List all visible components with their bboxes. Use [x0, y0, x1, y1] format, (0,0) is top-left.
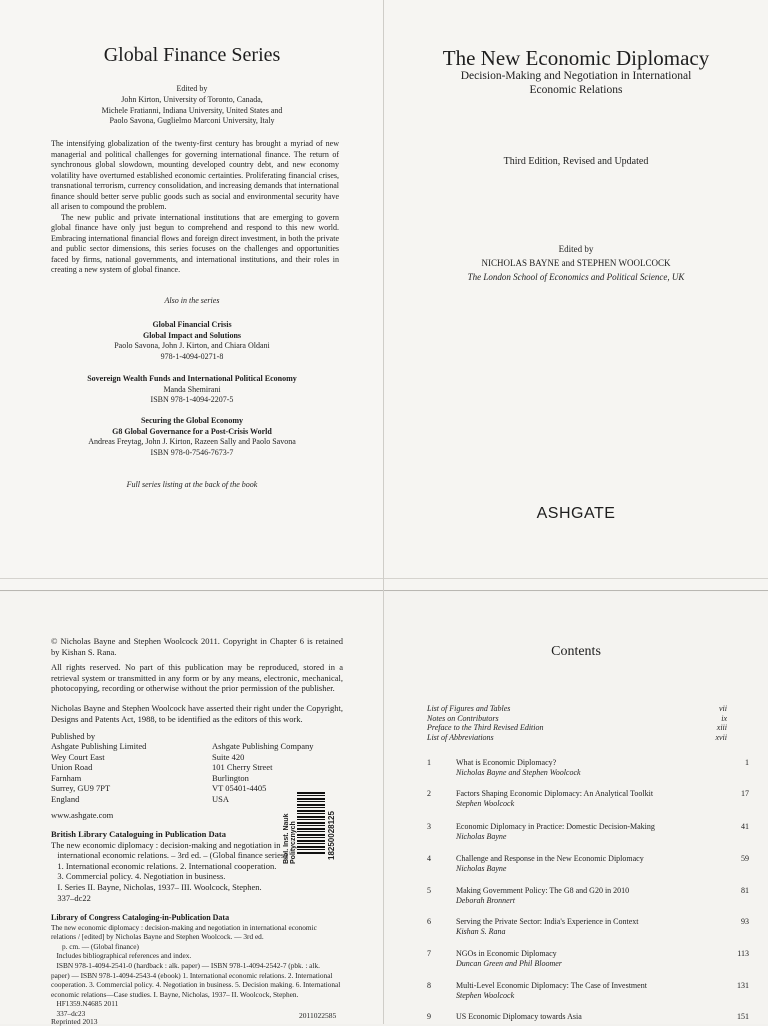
lc-cip-line: The new economic diplomacy : decision-making and negotiation in international economic	[51, 922, 317, 932]
barcode-number-text: 18250028125	[327, 811, 336, 860]
chapter-title: Economic Diplomacy in Practice: Domestic Decision-Making	[456, 822, 655, 831]
chapter-page: 131	[737, 981, 749, 990]
book-title: Global Financial Crisis	[152, 320, 232, 329]
lc-cip-line: economic relations—Case studies. I. Bayne, Nicholas, 1937– II. Woolcock, Stephen.	[51, 989, 299, 999]
chapter-number: 9	[427, 1012, 431, 1021]
address-line: 101 Cherry Street	[212, 762, 273, 773]
lc-cip-heading: Library of Congress Cataloging-in-Publication Data	[51, 913, 230, 922]
book-isbn: ISBN 978-1-4094-2207-5	[150, 395, 234, 404]
page-divider-horizontal	[0, 590, 768, 591]
address-line: Suite 420	[212, 751, 245, 762]
bl-cip-line: 1. International economic relations. 2. International cooperation.	[51, 860, 277, 871]
lc-cip-line: relations / [edited] by Nicholas Bayne and Stephen Woolcock. — 3rd ed.	[51, 932, 264, 942]
front-matter-page: vii	[719, 704, 727, 713]
address-line: VT 05401-4405	[212, 783, 267, 794]
address-line: Ashgate Publishing Company	[212, 741, 314, 751]
chapter-page: 59	[741, 854, 749, 863]
address-line: England	[51, 793, 80, 804]
chapter-title: Making Government Policy: The G8 and G20 in 2010	[456, 886, 630, 895]
chapter-author: Nicholas Bayne	[456, 864, 507, 873]
lc-cip-line: cooperation. 3. Commercial policy. 4. Negotiation in business. 5. Decision making. 6. International	[51, 980, 341, 990]
chapter-author: Nicholas Bayne	[456, 832, 507, 841]
book-main-title: The New Economic Diplomacy	[442, 46, 710, 70]
chapter-title: US Economic Diplomacy towards Asia	[456, 1012, 582, 1021]
front-matter-row[interactable]	[427, 723, 727, 733]
front-matter-page: xiii	[716, 723, 727, 732]
chapter-entry	[456, 886, 696, 906]
lc-control-number: 2011022585	[299, 1011, 337, 1020]
chapter-title: Multi-Level Economic Diplomacy: The Case of Investment	[456, 981, 647, 990]
book-title: Sovereign Wealth Funds and International Political Economy	[87, 374, 297, 383]
book-isbn: ISBN 978-0-7546-7673-7	[150, 447, 234, 457]
copyright-notice: © Nicholas Bayne and Stephen Woolcock 2011. Copyright in Chapter 6 is retained by Kishan S. Rana.	[51, 636, 343, 657]
lc-cip-block	[51, 913, 351, 1019]
bl-cip-line: I. Series II. Bayne, Nicholas, 1937– III. Woolcock, Stephen.	[51, 881, 262, 892]
address-line: Farnham	[51, 772, 82, 783]
lc-cip-line: p. cm. — (Global finance)	[51, 941, 139, 951]
chapter-number: 5	[427, 886, 431, 895]
front-matter-label: List of Figures and Tables	[427, 704, 511, 713]
front-matter-label: Notes on Contributors	[427, 713, 499, 723]
lc-cip-line: HF1359.N4685 2011	[51, 999, 119, 1009]
chapter-author: Stephen Woolcock	[456, 799, 515, 808]
chapter-entry	[456, 854, 696, 874]
title-editors: NICHOLAS BAYNE and STEPHEN WOOLCOCK	[481, 258, 671, 268]
publisher-logo: ASHGATE	[536, 505, 616, 522]
barcode-number	[327, 790, 339, 860]
book-subtitle-line: Economic Relations	[529, 84, 623, 96]
chapter-author: Kishan S. Rana	[456, 927, 506, 936]
front-matter-page: ix	[721, 713, 727, 723]
series-description-p2: The new public and private international institutions that are emerging to govern global finance have only just begun to comprehend and respond to this new world. Embracing international financial flows and foreign direct investment, in both the private and public sector dimensions, this series focuses on the challenges and opportunities faced by firms, national governments, and international institutions, and their roles in creating a new system of global finance.	[51, 212, 339, 274]
chapter-entry	[456, 949, 696, 969]
series-editors	[40, 95, 344, 127]
chapter-page: 151	[737, 1012, 749, 1021]
front-matter-row[interactable]	[427, 733, 727, 743]
book-authors: Manda Shemirani	[163, 384, 221, 394]
contents-front-matter	[427, 704, 727, 742]
chapter-page: 81	[741, 886, 749, 895]
series-editor-line: Michele Fratianni, Indiana University, United States and	[101, 105, 283, 115]
book-subtitle	[404, 69, 748, 97]
chapter-author: Nicholas Bayne and Stephen Woolcock	[456, 768, 581, 777]
lc-cip-line: ISBN 978-1-4094-2541-0 (hardback : alk. paper) — ISBN 978-1-4094-2542-7 (pbk. : alk.	[51, 960, 320, 970]
book-authors: Andreas Freytag, John J. Kirton, Razeen Sally and Paolo Savona	[88, 437, 296, 446]
address-line: Ashgate Publishing Limited	[51, 741, 147, 751]
reprinted-note: Reprinted 2013	[51, 1017, 98, 1026]
chapter-entry	[456, 758, 696, 778]
publisher-address-uk	[51, 741, 201, 805]
chapter-title: What is Economic Diplomacy?	[456, 758, 557, 767]
address-line: Surrey, GU9 7PT	[51, 783, 111, 794]
book-isbn: 978-1-4094-0271-8	[160, 351, 224, 361]
chapter-page: 113	[737, 949, 749, 958]
chapter-page: 1	[745, 758, 749, 767]
lc-cip-line: Includes bibliographical references and index.	[51, 951, 192, 961]
chapter-page: 17	[741, 789, 749, 798]
bl-cip-block	[51, 829, 301, 903]
barcode-label-text: Bibl. Inst. Nauk Politycznych	[283, 813, 297, 864]
rights-notice: All rights reserved. No part of this publication may be reproduced, stored in a retrieval system or transmitted in any form or by any means, electronic, mechanical, photocopying, recording or otherwise without the prior permission of the publisher.	[51, 662, 343, 694]
chapter-title: Factors Shaping Economic Diplomacy: An Analytical Toolkit	[456, 789, 654, 798]
book-subtitle: Global Impact and Solutions	[142, 330, 242, 340]
address-line: Union Road	[51, 762, 93, 773]
bl-cip-line: 3. Commercial policy. 4. Negotiation in business.	[51, 871, 226, 882]
series-title: Global Finance Series	[103, 44, 281, 66]
editors-assertion: Nicholas Bayne and Stephen Woolcock have asserted their right under the Copyright, Designs and Patents Act, 1988, to be identified as the editors of this work.	[51, 703, 343, 724]
front-matter-page: xvii	[715, 732, 727, 742]
front-matter-row[interactable]	[427, 714, 727, 724]
edition-note: Third Edition, Revised and Updated	[503, 156, 649, 167]
title-edited-by: Edited by	[558, 244, 594, 254]
series-description	[51, 139, 339, 276]
chapter-title: NGOs in Economic Diplomacy	[456, 949, 557, 958]
chapter-number: 7	[427, 949, 431, 958]
chapter-author: Duncan Green and Phil Bloomer	[456, 959, 562, 968]
bl-cip-line: international economic relations. – 3rd ed. – (Global finance series)	[51, 850, 288, 861]
chapter-entry	[456, 789, 696, 809]
address-line: USA	[212, 793, 230, 804]
chapter-number: 8	[427, 981, 431, 990]
chapter-entry	[456, 981, 696, 1001]
series-book-3	[40, 416, 344, 458]
book-subtitle-line: Decision-Making and Negotiation in International	[460, 70, 692, 82]
chapter-number: 6	[427, 917, 431, 926]
front-matter-label: Preface to the Third Revised Edition	[427, 723, 544, 732]
contents-title: Contents	[551, 644, 601, 659]
chapter-entry	[456, 822, 696, 842]
chapter-author: Stephen Woolcock	[456, 991, 515, 1000]
chapter-number: 2	[427, 789, 431, 798]
series-editor-line: Paolo Savona, Guglielmo Marconi University, Italy	[109, 116, 275, 125]
series-description-p1: The intensifying globalization of the twenty-first century has brought a myriad of new managerial and political challenges for governing international finance. The return of synchronous global slowdown, mounting developed country debt, and new economy volatility have overturned established economic certainties. Proliferating financial crises, transnational terrorism, currency consolidation, and increasing demands that international finance should better serve public goods such as social and environmental security have all arisen to compound the problem.	[51, 139, 339, 211]
lc-cip-line: paper) — ISBN 978-1-4094-2543-4 (ebook) 1. International economic relations. 2. International	[51, 970, 333, 980]
chapter-entry	[456, 917, 696, 937]
chapter-number: 1	[427, 758, 431, 767]
publisher-website: www.ashgate.com	[51, 810, 114, 820]
front-matter-row[interactable]	[427, 704, 727, 714]
series-editor-line: John Kirton, University of Toronto, Canada,	[121, 95, 263, 104]
front-matter-label: List of Abbreviations	[427, 732, 494, 742]
book-authors: Paolo Savona, John J. Kirton, and Chiara Oldani	[114, 341, 270, 350]
address-line: Wey Court East	[51, 751, 105, 762]
chapter-page: 41	[741, 822, 749, 831]
chapter-title: Serving the Private Sector: India's Experience in Context	[456, 917, 639, 926]
lc-cip-line: 337–dc23	[51, 1008, 86, 1018]
series-edited-by: Edited by	[176, 84, 208, 93]
barcode-label	[283, 782, 297, 864]
chapter-title: Challenge and Response in the New Economic Diplomacy	[456, 854, 644, 863]
barcode	[297, 792, 325, 854]
book-title: Securing the Global Economy	[140, 416, 243, 425]
chapter-page: 93	[741, 917, 749, 926]
chapter-author: Deborah Bronnert	[456, 896, 516, 905]
address-line: Burlington	[212, 772, 249, 783]
book-subtitle: G8 Global Governance for a Post-Crisis World	[112, 426, 272, 436]
title-institution: The London School of Economics and Political Science, UK	[467, 272, 685, 282]
page-edge-line	[0, 578, 768, 579]
published-by: Published by	[51, 731, 96, 741]
series-book-2	[40, 374, 344, 406]
bl-cip-line: The new economic diplomacy : decision-making and negotiation in	[51, 839, 281, 850]
page-divider-vertical	[383, 0, 384, 1024]
bl-cip-heading: British Library Cataloguing in Publication Data	[51, 829, 226, 839]
full-series-listing: Full series listing at the back of the book	[126, 480, 258, 489]
bl-cip-line: 337–dc22	[51, 892, 91, 903]
chapter-entry	[456, 1012, 696, 1022]
also-in-series: Also in the series	[164, 296, 220, 305]
chapter-number: 4	[427, 854, 431, 863]
series-book-1	[40, 320, 344, 362]
chapter-number: 3	[427, 822, 431, 831]
